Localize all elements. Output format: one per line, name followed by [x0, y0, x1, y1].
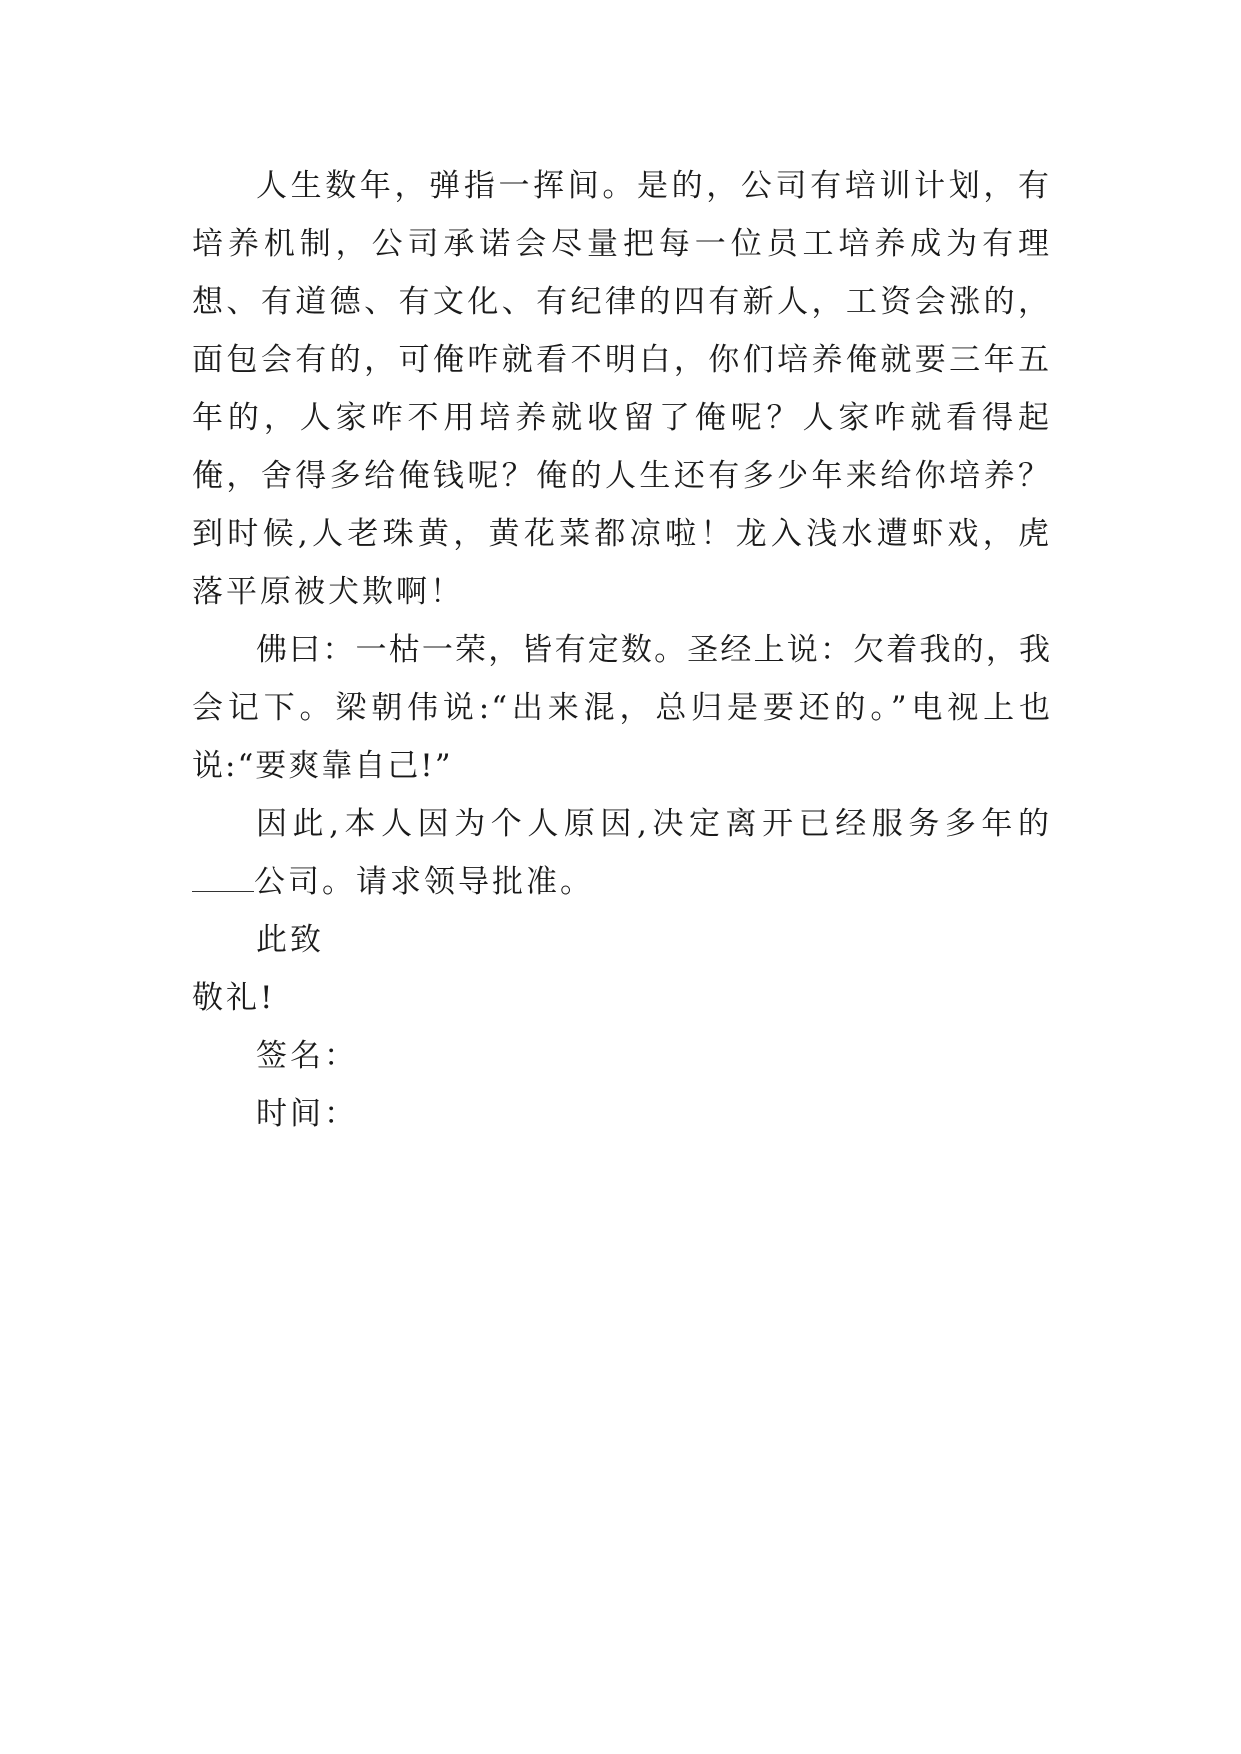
closing-regards: 敬礼! — [192, 980, 276, 1016]
resignation-text: 因此,本人因为个人原因,决定离开已经服务多年的 — [256, 806, 1052, 842]
closing-salutation: 此致 — [256, 922, 324, 958]
time-label: 时间： — [256, 1096, 358, 1132]
resignation-request: 公司。请求领导批准。 — [254, 864, 594, 900]
paragraph-quotes: 佛曰：一枯一荣，皆有定数。圣经上说：欠着我的，我会记下。梁朝伟说:“出来混，总归是要还的。”电视上也说:“要爽靠自己!” — [192, 632, 1052, 784]
paragraph-training: 人生数年，弹指一挥间。是的，公司有培训计划，有培养机制，公司承诺会尽量把每一位员工培养成为有理想、有道德、有文化、有纪律的四有新人，工资会涨的，面包会有的，可俺咋就看不明白，你们培养俺就要三年五年的，人家咋不用培养就收留了俺呢？人家咋就看得起俺，舍得多给俺钱呢？俺的人生还有多少年来给你培养？到时候,人老珠黄，黄花菜都凉啦！龙入浅水遭虾戏，虎落平原被犬欺啊！ — [192, 168, 1052, 610]
company-name-blank — [192, 861, 254, 892]
letter-body — [192, 157, 1052, 1143]
paragraph-resignation — [192, 795, 1052, 911]
signature-label: 签名： — [256, 1038, 358, 1074]
